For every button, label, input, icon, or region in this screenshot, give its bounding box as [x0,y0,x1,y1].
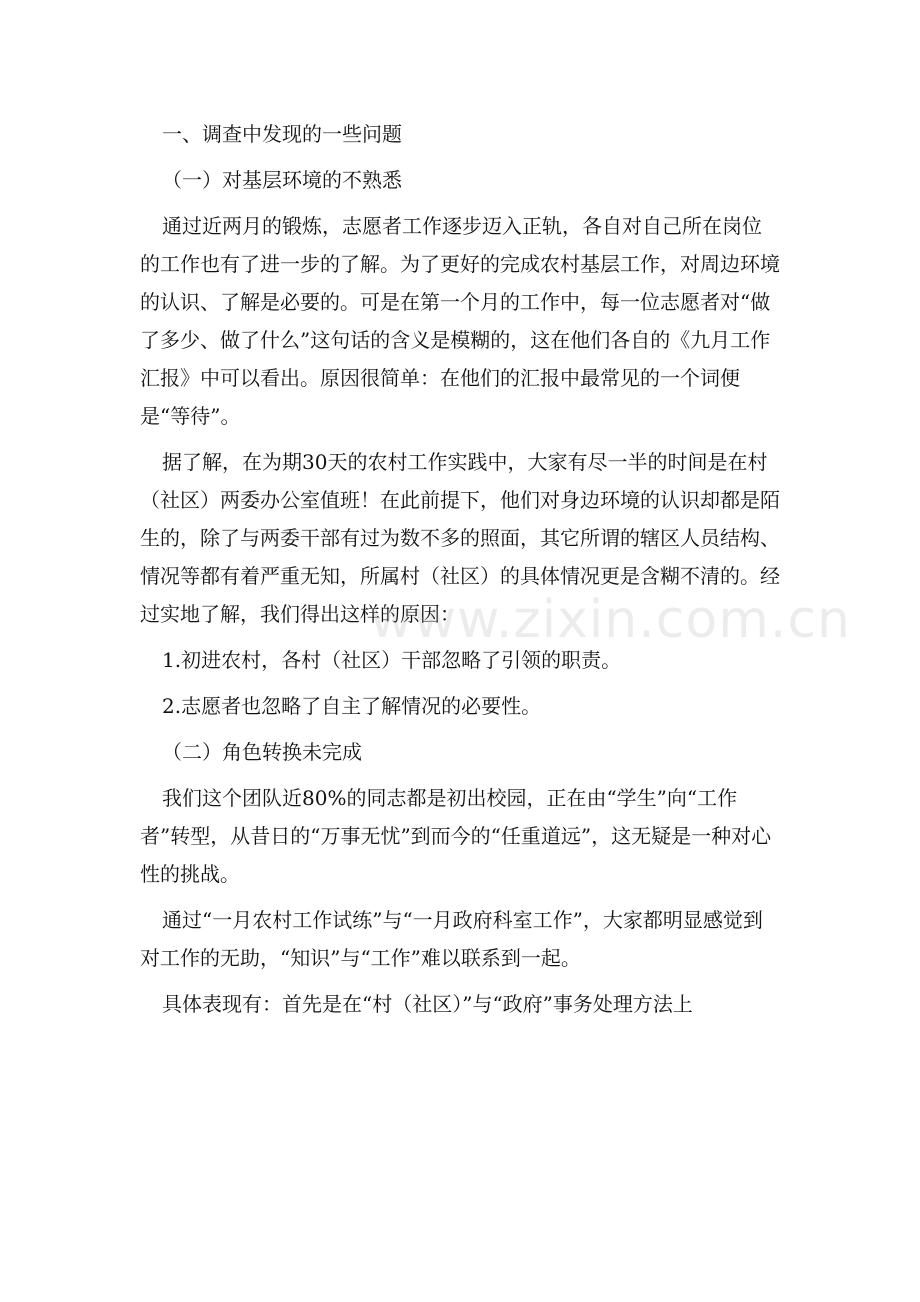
list-item-1: 1.初进农村，各村（社区）干部忽略了引领的职责。 [162,648,622,672]
paragraph-5: 具体表现有：首先是在“村（社区）”与“政府”事务处理方法上 [162,992,693,1016]
watermark: www.zixin.com.cn [370,590,851,650]
document-body [140,115,780,1031]
subsection-heading-1: （一）对基层环境的不熟悉 [162,168,402,192]
paragraph-4: 通过“一月农村工作试练”与“一月政府科室工作”，大家都明显感觉到对工作的无助，“知识”与“工作”难以联系到一起。 [140,908,763,970]
paragraph-1: 通过近两月的锻炼，志愿者工作逐步迈入正轨，各自对自己所在岗位的工作也有了进一步的了解。为了更好的完成农村基层工作，对周边环境的认识、了解是必要的。可是在第一个月的工作中，每一位志愿者对“做了多少、做了什么”这句话的含义是模糊的，这在他们各自的《九月工作汇报》中可以看出。原因很简单：在他们的汇报中最常见的一个词便是“等待”。 [140,214,780,428]
subsection-heading-2: （二）角色转换未完成 [162,740,362,764]
list-item-2: 2.志愿者也忽略了自主了解情况的必要性。 [162,694,542,718]
paragraph-2: 据了解，在为期30天的农村工作实践中，大家有尽一半的时间是在村（社区）两委办公室值班！在此前提下，他们对身边环境的认识却都是陌生的，除了与两委干部有过为数不多的照面，其它所谓的辖区人员结构、情况等都有着严重无知，所属村（社区）的具体情况更是含糊不清的。经过实地了解，我们得出这样的原因： [140,450,780,626]
section-heading: 一、调查中发现的一些问题 [162,122,402,146]
paragraph-3: 我们这个团队近80%的同志都是初出校园，正在由“学生”向“工作者”转型，从昔日的“万事无忧”到而今的“任重道远”，这无疑是一种对心性的挑战。 [140,786,772,886]
